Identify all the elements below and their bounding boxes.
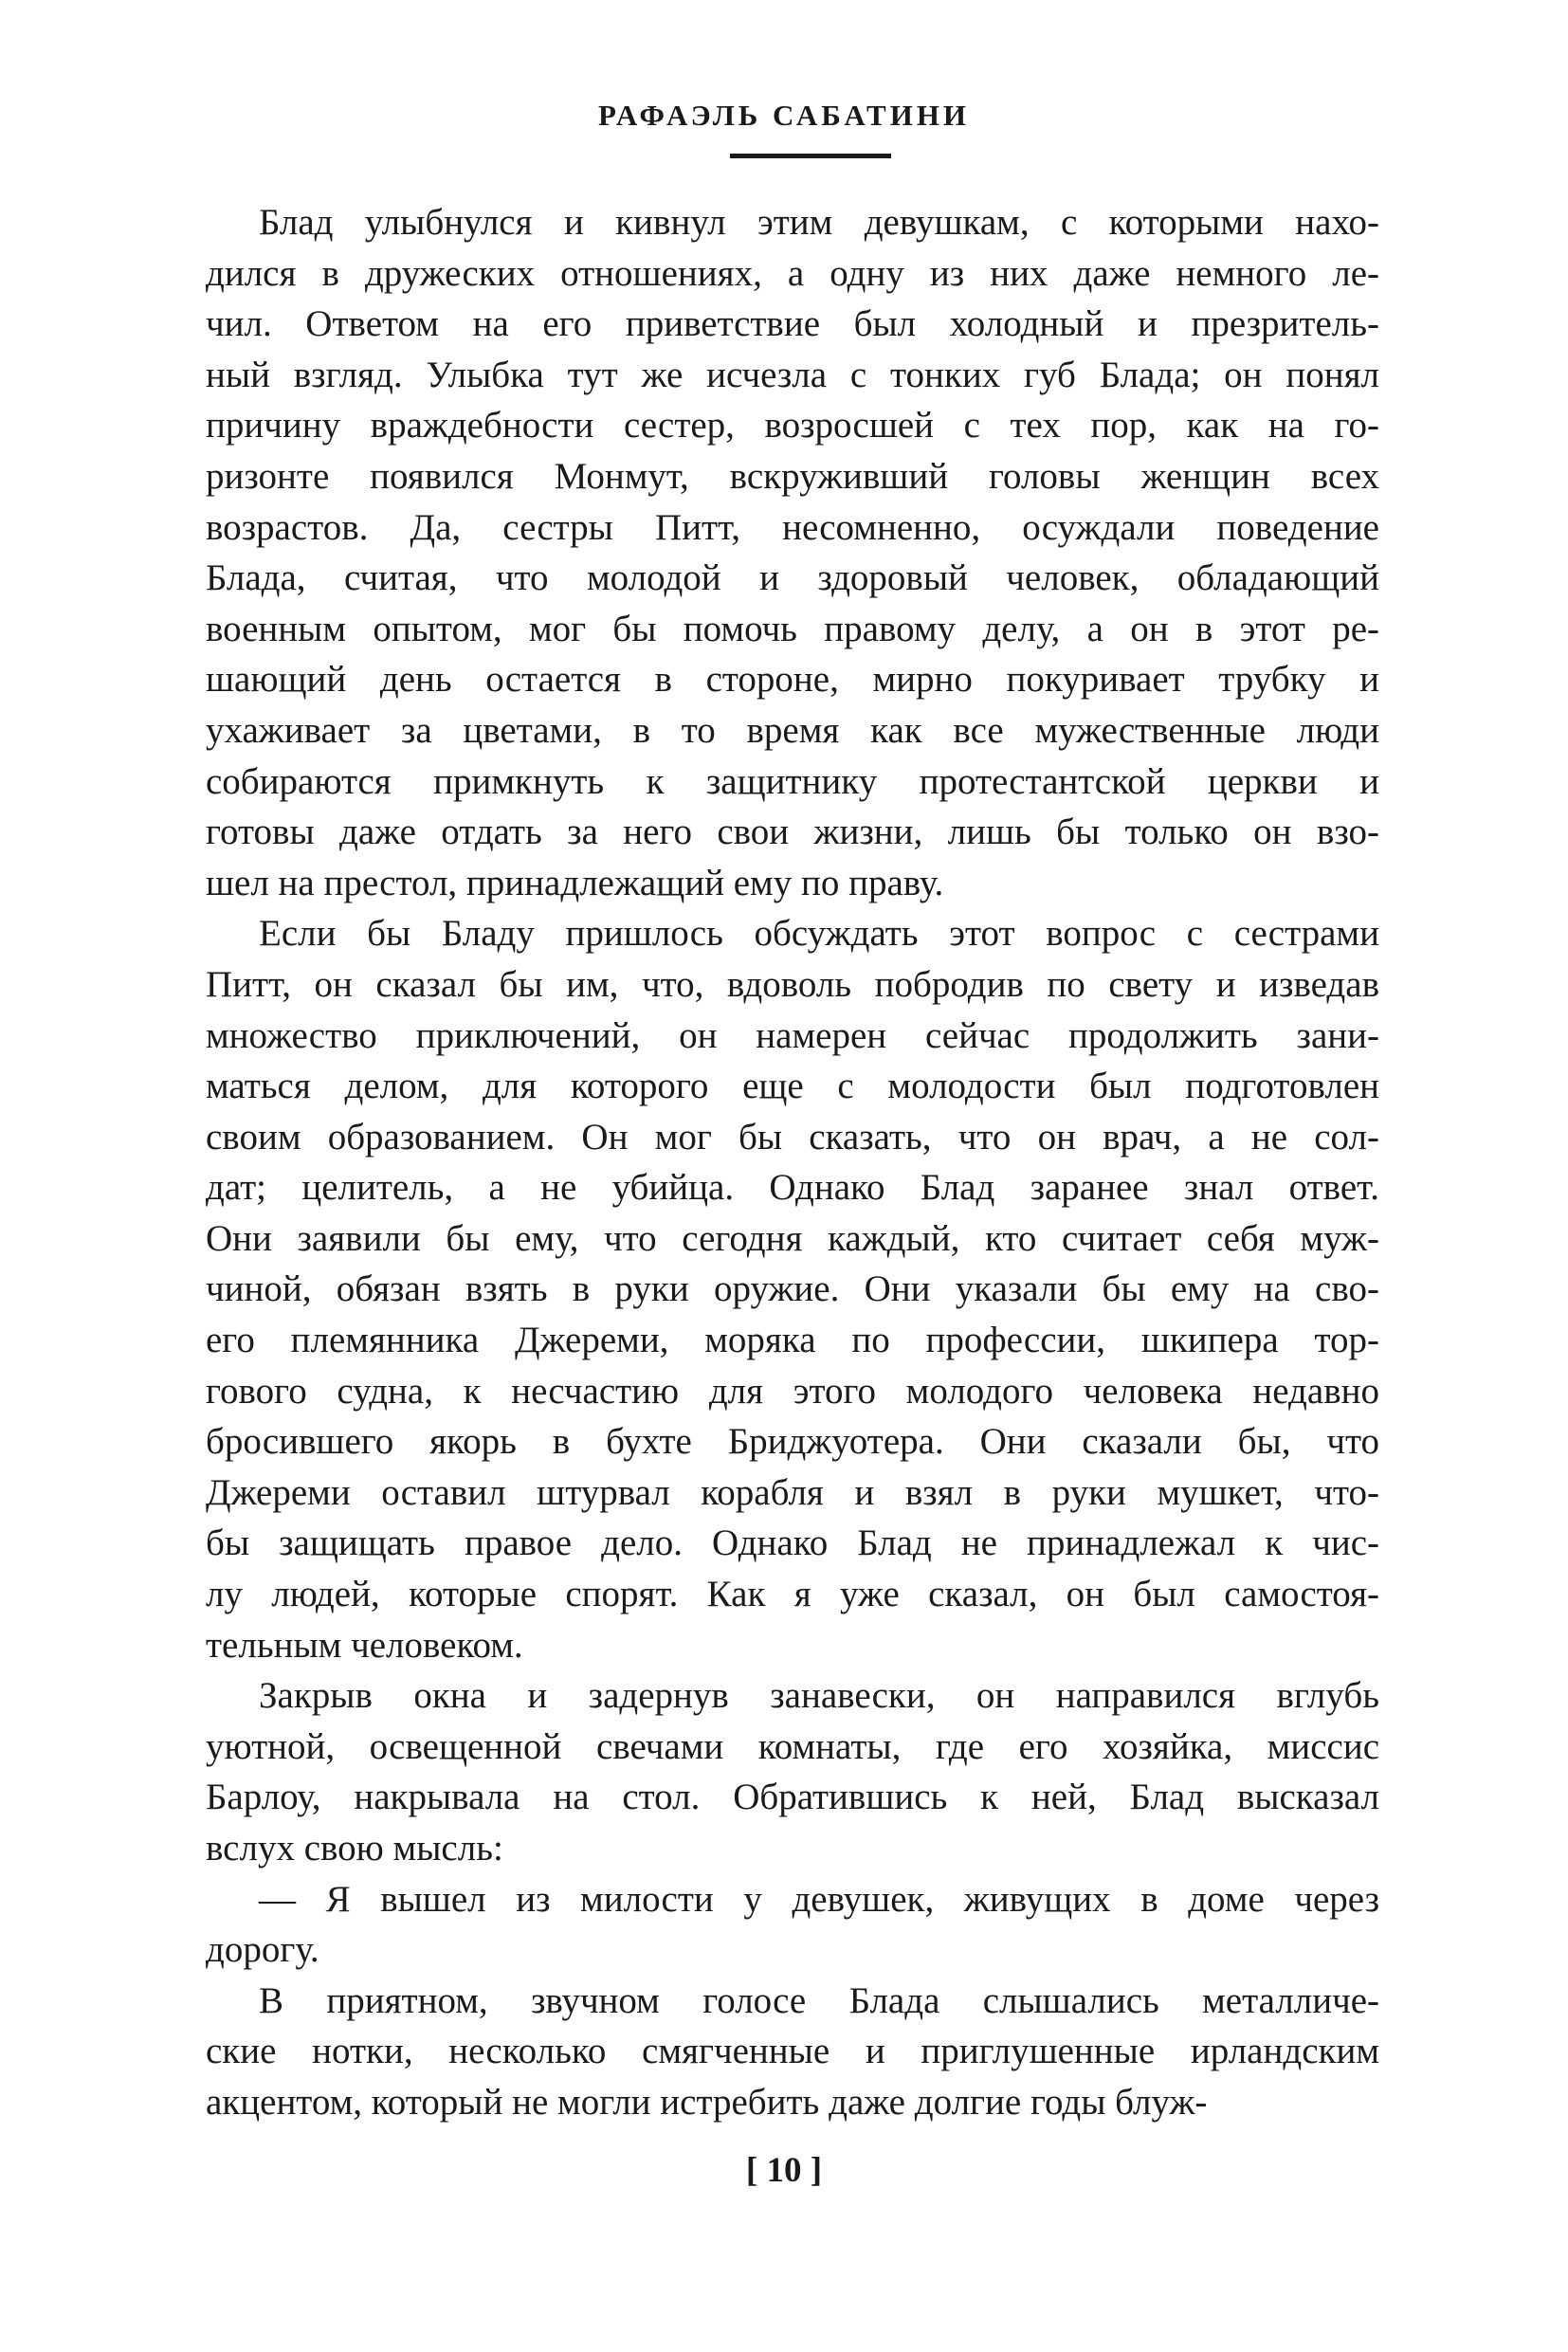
text-line: В приятном, звучном голосе Блада слышались металличе-: [259, 1979, 1379, 2021]
text-line: Питт, он сказал бы им, что, вдоволь побродив по свету и изведав: [206, 963, 1379, 1005]
text-line: Барлоу, накрывала на стол. Обратившись к ней, Блад высказал: [206, 1777, 1379, 1818]
text-line: Джереми оставил штурвал корабля и взял в руки мушкет, что-: [206, 1471, 1379, 1513]
text-line: маться делом, для которого еще с молодости был подготовлен: [206, 1066, 1379, 1107]
text-line: Если бы Бладу пришлось обсуждать этот вопрос с сестрами: [259, 913, 1379, 955]
text-line: чил. Ответом на его приветствие был холодный и презритель-: [206, 303, 1379, 345]
text-line: бы защищать правое дело. Однако Блад не принадлежал к чис-: [206, 1522, 1379, 1564]
text-line: лу людей, которые спорят. Как я уже сказал, он был самостоя-: [206, 1574, 1379, 1615]
text-line: возрастов. Да, сестры Питт, несомненно, осуждали поведение: [206, 506, 1379, 548]
paragraph: [206, 1976, 1379, 2128]
paragraph: [206, 908, 1379, 1670]
page-number: [ 10 ]: [745, 2151, 823, 2190]
body-text: [206, 197, 1379, 2128]
paragraph: [206, 1874, 1379, 1976]
text-line: — Я вышел из милости у девушек, живущих в доме через: [259, 1878, 1379, 1920]
text-line: шел на престол, принадлежащий ему по праву.: [206, 862, 944, 903]
text-line: причину враждебности сестер, возросшей с тех пор, как на го-: [206, 405, 1379, 447]
text-line: вслух свою мысль:: [206, 1828, 503, 1869]
text-line: чиной, обязан взять в руки оружие. Они указали бы ему на сво-: [206, 1268, 1379, 1310]
text-line: дорогу.: [206, 1929, 319, 1971]
paragraph: [206, 1670, 1379, 1873]
text-line: множество приключений, он намерен сейчас продолжить зани-: [206, 1014, 1379, 1056]
text-line: тельным человеком.: [206, 1624, 523, 1666]
text-line: ухаживает за цветами, в то время как все мужественные люди: [206, 709, 1379, 751]
text-line: его племянника Джереми, моряка по профессии, шкипера тор-: [206, 1320, 1379, 1361]
text-line: Закрыв окна и задернув занавески, он направился вглубь: [259, 1675, 1379, 1717]
text-line: дился в дружеских отношениях, а одну из них даже немного ле-: [206, 252, 1379, 294]
text-line: Блада, считая, что молодой и здоровый человек, обладающий: [206, 557, 1379, 599]
text-line: Блад улыбнулся и кивнул этим девушкам, с которыми нахо-: [259, 202, 1379, 243]
text-line: гового судна, к несчастию для этого молодого человека недавно: [206, 1370, 1379, 1412]
text-line: готовы даже отдать за него свои жизни, лишь бы только он взо-: [206, 811, 1379, 853]
text-line: акцентом, который не могли истребить даже долгие годы блуж-: [206, 2081, 1208, 2123]
header-rule: [730, 154, 891, 158]
running-title: РАФАЭЛЬ САБАТИНИ: [597, 99, 971, 132]
text-line: собираются примкнуть к защитнику протестантской церкви и: [206, 760, 1379, 802]
text-line: шающий день остается в стороне, мирно покуривает трубку и: [206, 659, 1379, 701]
text-line: своим образованием. Он мог бы сказать, что он врач, а не сол-: [206, 1116, 1379, 1158]
text-line: ризонте появился Монмут, вскруживший головы женщин всех: [206, 455, 1379, 497]
text-line: ный взгляд. Улыбка тут же исчезла с тонких губ Блада; он понял: [206, 354, 1379, 395]
text-line: Они заявили бы ему, что сегодня каждый, кто считает себя муж-: [206, 1217, 1379, 1259]
text-line: бросившего якорь в бухте Бриджуотера. Они сказали бы, что: [206, 1421, 1379, 1463]
text-line: уютной, освещенной свечами комнаты, где его хозяйка, миссис: [206, 1725, 1379, 1767]
text-line: военным опытом, мог бы помочь правому делу, а он в этот ре-: [206, 608, 1379, 649]
text-line: ские нотки, несколько смягченные и приглушенные ирландским: [206, 2031, 1379, 2072]
paragraph: [206, 197, 1379, 908]
text-line: дат; целитель, а не убийца. Однако Блад заранее знал ответ.: [206, 1167, 1379, 1209]
